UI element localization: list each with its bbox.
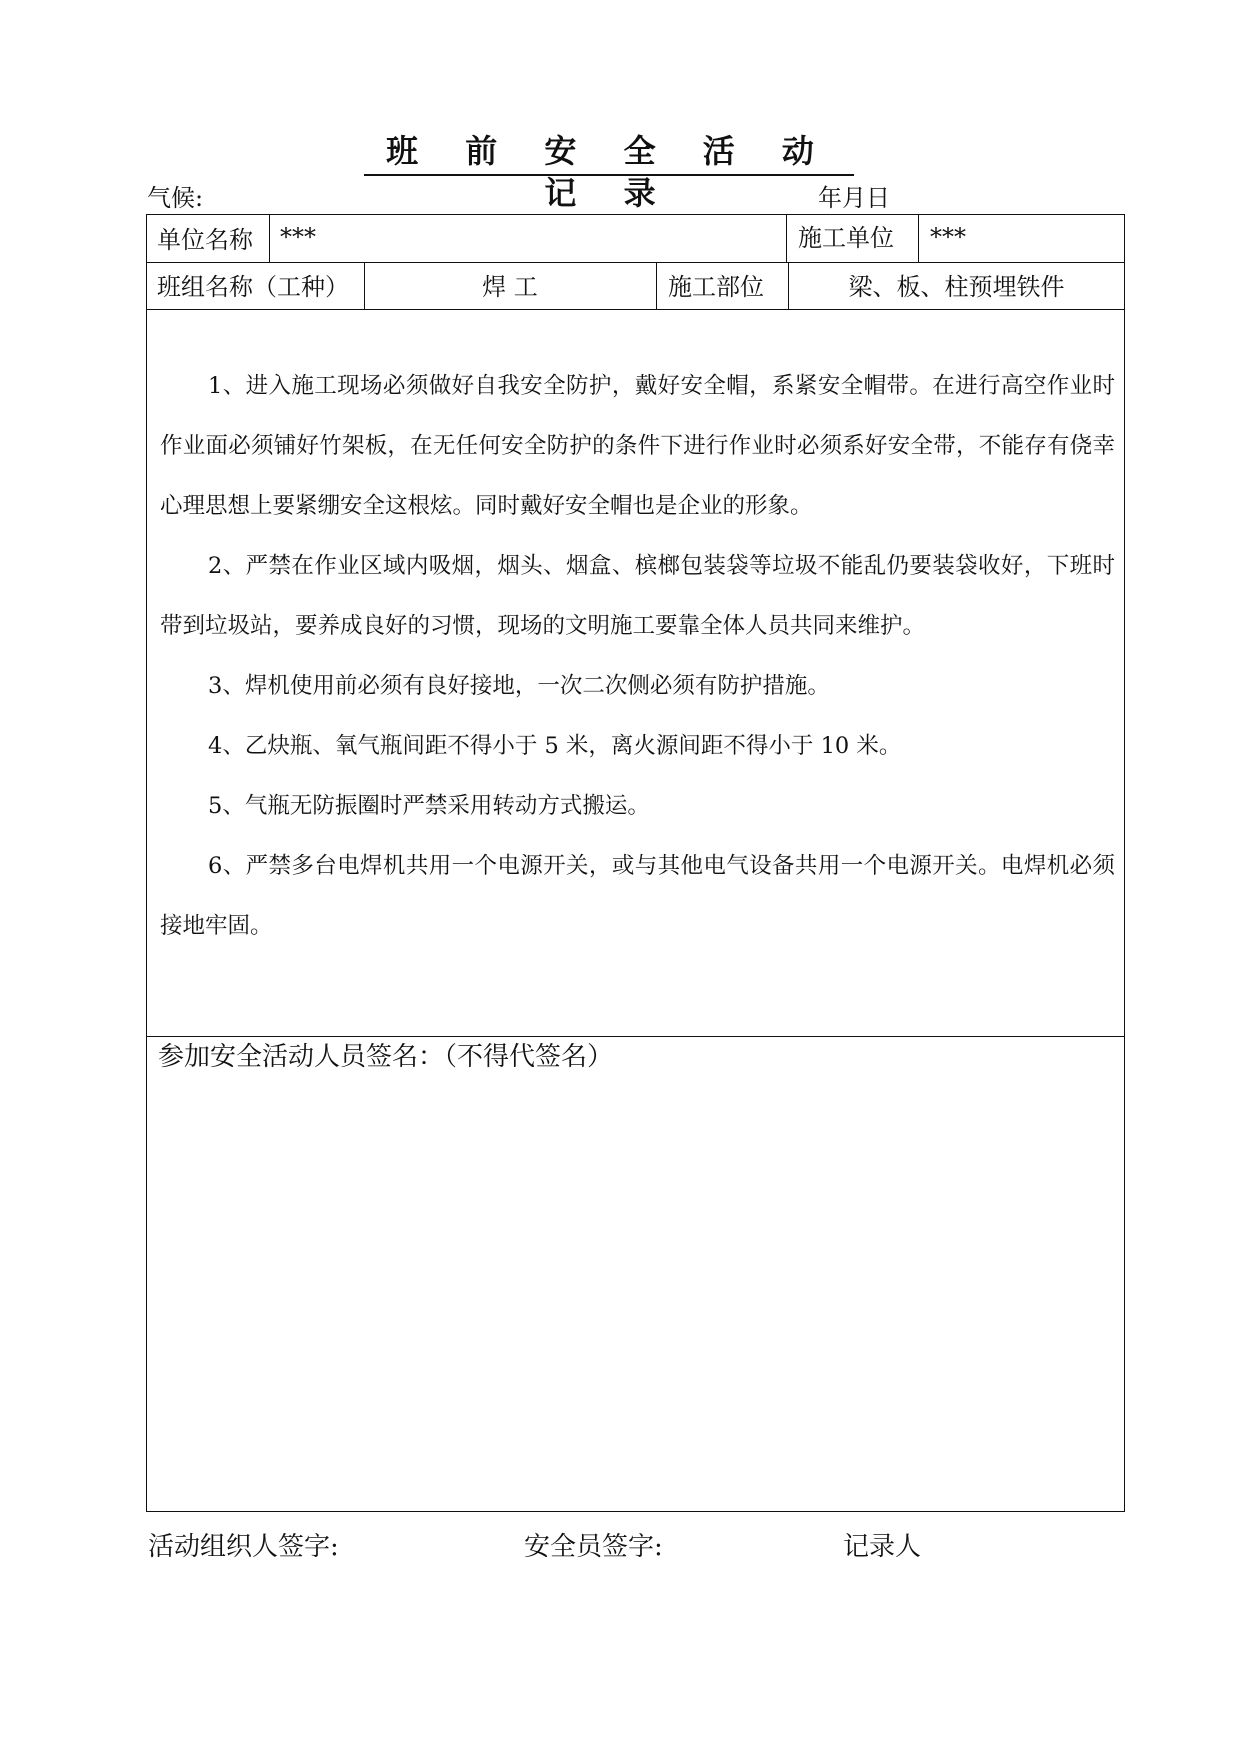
table-divider: [146, 1036, 1125, 1037]
signature-label: 参加安全活动人员签名：（不得代签名）: [158, 1042, 614, 1072]
construction-unit-label: 施工单位: [798, 224, 894, 252]
table-divider: [146, 262, 1125, 263]
signature-area[interactable]: [148, 1080, 1123, 1510]
rule-paragraph: 3、焊机使用前必须有良好接地，一次二次侧必须有防护措施。: [208, 673, 830, 699]
rule-paragraph: 4、乙炔瓶、氧气瓶间距不得小于 5 米，离火源间距不得小于 10 米。: [208, 733, 902, 759]
construction-unit-value: ***: [930, 223, 966, 251]
rule-paragraph: 6、严禁多台电焊机共用一个电源开关，或与其他电气设备共用一个电源开关。电焊机必须接地牢固。: [160, 853, 1115, 939]
team-value: 焊 工: [482, 273, 538, 301]
safety-rules: [160, 356, 1115, 956]
safety-officer-signature-label: 安全员签字:: [524, 1532, 663, 1562]
rule-paragraph: 5、气瓶无防振圈时严禁采用转动方式搬运。: [208, 793, 650, 819]
page-title: 班 前 安 全 活 动 记 录: [364, 130, 854, 176]
rule-paragraph: 2、严禁在作业区域内吸烟，烟头、烟盒、槟榔包装袋等垃圾不能乱仍要装袋收好，下班时带到垃圾站，要养成良好的习惯，现场的文明施工要靠全体人员共同来维护。: [160, 553, 1115, 639]
unit-name-label: 单位名称: [157, 226, 253, 254]
location-value: 梁、板、柱预埋铁件: [848, 273, 1065, 301]
table-divider: [918, 214, 919, 262]
team-label: 班组名称（工种）: [157, 273, 349, 301]
date-label: 年月日: [818, 184, 890, 212]
table-divider: [656, 262, 657, 309]
organizer-signature-label: 活动组织人签字:: [148, 1532, 339, 1562]
location-label: 施工部位: [668, 273, 764, 301]
table-divider: [269, 214, 270, 262]
recorder-label: 记录人: [843, 1532, 922, 1562]
table-divider: [146, 309, 1125, 310]
weather-label: 气候:: [147, 184, 204, 212]
rule-paragraph: 1、进入施工现场必须做好自我安全防护，戴好安全帽，系紧安全帽带。在进行高空作业时作业面必须铺好竹架板，在无任何安全防护的条件下进行作业时必须系好安全带，不能存有侥幸心理思想上要紧绷安全这根炫。同时戴好安全帽也是企业的形象。: [160, 373, 1115, 519]
unit-name-value: ***: [280, 223, 316, 251]
table-divider: [786, 214, 787, 262]
